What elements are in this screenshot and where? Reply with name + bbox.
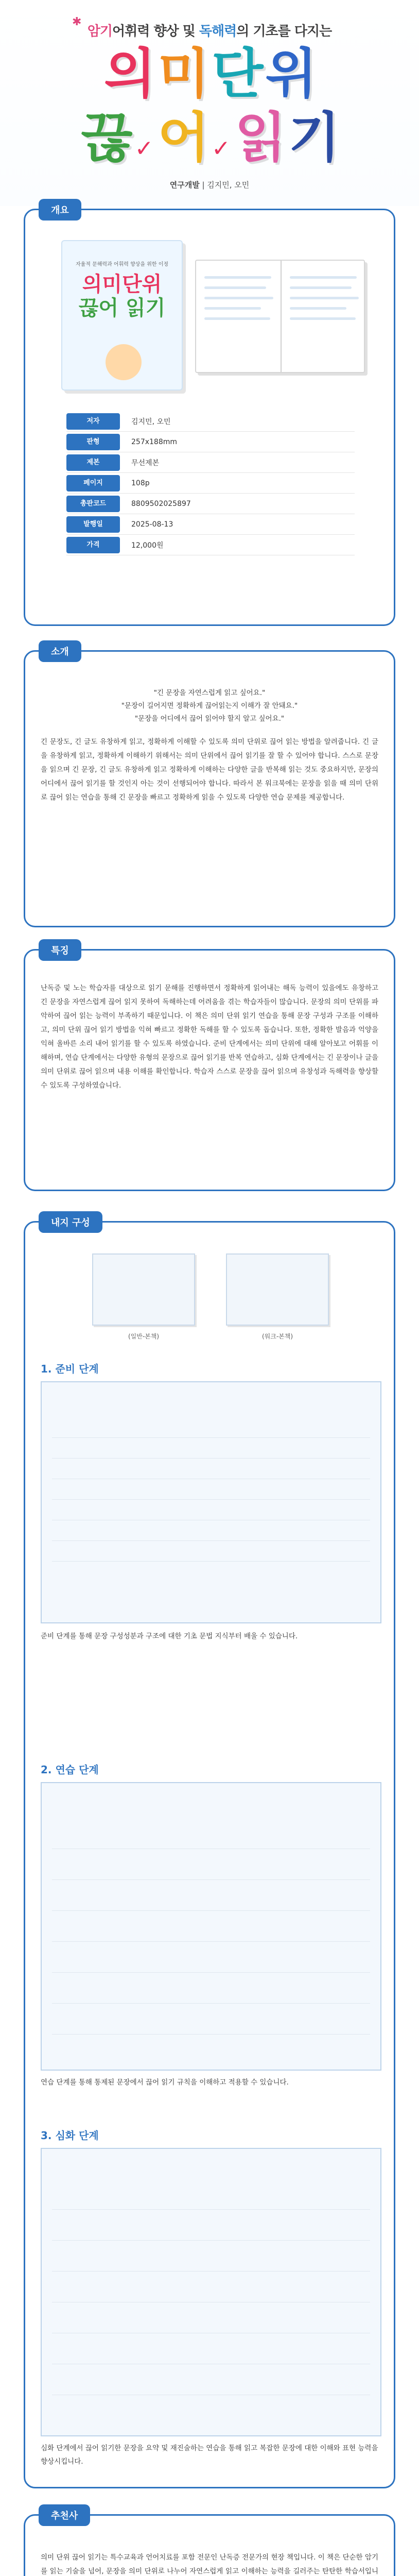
text-line bbox=[204, 297, 273, 299]
page-row bbox=[52, 1552, 370, 1562]
title-char: 어 bbox=[158, 106, 207, 169]
book-cover-image bbox=[61, 240, 183, 391]
stage-1-text: 준비 단계를 통해 문장 구성성분과 구조에 대한 기초 문법 지식부터 배울 수 있습니다. bbox=[41, 1632, 298, 1640]
spec-row bbox=[66, 432, 355, 452]
page-row bbox=[52, 1470, 370, 1479]
spec-label: 페이지 bbox=[66, 475, 120, 492]
child-illustration-icon bbox=[106, 344, 142, 380]
spec-value: 12,000원 bbox=[131, 541, 164, 550]
page-row bbox=[52, 2025, 370, 2035]
title-char: 끊 bbox=[81, 106, 131, 169]
text-line bbox=[204, 317, 270, 320]
page-row bbox=[52, 1840, 370, 1849]
title-char: 미 bbox=[158, 42, 207, 105]
text-line bbox=[290, 297, 359, 299]
title-row-1 bbox=[0, 42, 419, 105]
developer-label: 연구개발 bbox=[169, 180, 200, 190]
title-char: 단 bbox=[212, 42, 261, 105]
cover-title-line-2: 끊어 읽기 bbox=[78, 296, 166, 320]
stage-3-image bbox=[41, 2148, 381, 2436]
stage-1-image bbox=[41, 1381, 381, 1623]
text-line bbox=[204, 286, 266, 289]
inner-layout-section bbox=[24, 1217, 395, 2488]
section-tag: 추천사 bbox=[39, 2504, 90, 2526]
title-char: 기 bbox=[288, 106, 338, 169]
page-row bbox=[52, 2231, 370, 2241]
recommend-section bbox=[24, 2511, 395, 2576]
spec-value: 2025-08-13 bbox=[131, 520, 173, 529]
stage-2-text: 연습 단계를 통해 통제된 문장에서 끊어 읽기 규칙을 이해하고 적용할 수 있습니다. bbox=[41, 2078, 289, 2087]
title-row-2 bbox=[0, 106, 419, 169]
inner-spread-image-1 bbox=[92, 1253, 195, 1326]
page-row bbox=[52, 2386, 370, 2395]
spec-row bbox=[66, 452, 355, 473]
subtitle-part-2: 의 기초를 다지는 bbox=[236, 24, 332, 39]
spec-row bbox=[66, 514, 355, 535]
title-char: 읽 bbox=[234, 106, 285, 169]
section-tag: 소개 bbox=[39, 640, 81, 662]
developer-names: 김지민, 오민 bbox=[207, 180, 250, 190]
stage-2-image bbox=[41, 1782, 381, 2071]
stage-3-text: 심화 단계에서 끊어 읽기한 문장을 요약 및 재진술하는 연습을 통해 읽고 복잡한 문장에 대한 이해와 표현 능력을 향상시킵니다. bbox=[41, 2444, 378, 2466]
spec-label: 발행일 bbox=[66, 516, 120, 533]
spec-label: 제본 bbox=[66, 454, 120, 471]
spec-row bbox=[66, 473, 355, 494]
subtitle-highlight-1: 암기 bbox=[87, 24, 113, 39]
recommend-body-1: 의미 단위 끊어 읽기는 특수교육과 언어치료를 포함 전문인 난독증 전문가의 현장 책입니다. 이 책은 단순한 암기를 읽는 기술을 넘어, 문장을 의미 단위로 나누어 자연스럽게 읽고 이해하는 능력을 길러주는 탄탄한 학습서입니 bbox=[41, 2553, 378, 2575]
section-tag: 내지 구성 bbox=[39, 1211, 102, 1233]
feature-section bbox=[24, 945, 395, 1191]
title-char: 의 bbox=[104, 42, 154, 105]
page-row bbox=[52, 1871, 370, 1880]
spec-label: 판형 bbox=[66, 434, 120, 450]
page-row bbox=[52, 1532, 370, 1541]
subtitle-highlight-2: 독해력 bbox=[199, 24, 237, 39]
intro-section bbox=[24, 647, 395, 927]
spec-value: 257x188mm bbox=[131, 437, 178, 446]
page-row bbox=[52, 1490, 370, 1500]
spine-divider bbox=[281, 261, 282, 372]
intro-body-text: 긴 문장도, 긴 글도 유창하게 읽고, 정확하게 이해할 수 있도록 의미 단위로 끊어 읽는 방법을 알려줍니다. 긴 글을 유창하게 읽고, 정확하게 이해하기 위해서는 의미 단위에서 끊어 읽기를 잘 할 수 있어야 합니다. 스스로 문장을 읽으며 긴 문장, 긴 글도 유창하게 읽고 정확하게 이해하는 다양한 글을 반복해 읽는 것도 중요하지만, 문장의 어디에서 끊어 읽기를 할 것인지 아는 것이 선행되어야 합니다. 따라서 본 워크북에는 문장을 읽을 때 의미 단위로 끊어 읽는 연습을 통해 긴 문장을 빠르고 정확하게 읽을 수 있도록 다양한 연습 문제를 제공합니다. bbox=[41, 738, 378, 802]
header bbox=[0, 0, 419, 206]
quote-block bbox=[41, 687, 378, 725]
page-row bbox=[52, 1449, 370, 1459]
spec-row bbox=[66, 535, 355, 555]
page-row bbox=[52, 2293, 370, 2302]
spec-value: 김지민, 오민 bbox=[131, 417, 171, 426]
page-row bbox=[52, 2355, 370, 2364]
spec-row bbox=[66, 411, 355, 432]
page-row bbox=[52, 1511, 370, 1520]
text-line bbox=[204, 307, 261, 310]
text-line bbox=[290, 286, 352, 289]
stage-1-title: 1. 준비 단계 bbox=[41, 1363, 99, 1375]
spec-value: 무선제본 bbox=[131, 459, 160, 467]
spec-value: 8809502025897 bbox=[131, 499, 191, 508]
cover-title-line-1: 의미단위 bbox=[82, 273, 162, 296]
spec-table bbox=[66, 411, 355, 555]
star-icon: ✱ bbox=[72, 15, 82, 28]
developer-line: 연구개발 | 김지민, 오민 bbox=[169, 180, 250, 190]
section-tag: 개요 bbox=[39, 199, 81, 221]
spec-value: 108p bbox=[131, 479, 150, 487]
page-row bbox=[52, 1902, 370, 1911]
page-row bbox=[52, 1963, 370, 1973]
page-row bbox=[52, 2200, 370, 2210]
quote-line: "문장이 길어지면 정확하게 끊어읽는지 이해가 잘 안돼요." bbox=[121, 702, 298, 710]
page-row bbox=[52, 2324, 370, 2333]
spec-row bbox=[66, 494, 355, 514]
spread-caption: (일반-본책) bbox=[128, 1333, 160, 1340]
feature-body-text: 난독증 및 노는 학습자를 대상으로 읽기 문해를 진행하면서 정확하게 읽어내는 해독 능력이 있을에도 유창하고 긴 문장을 자연스럽게 끊어 읽지 못하여 독해하는데 어려움을 겪는 학습자들이 많습니다. 문장의 의미 단위를 파악하여 끊어 읽는 능력이 부족하기 때문입니다. 이 책은 의미 단위 읽기 연습을 통해 문장 구성과 구조를 이해하고, 의미 단위 끊어 읽기 방법을 익혀 빠르고 정확한 독해를 할 수 있도록 돕습니다. 또한, 정확한 발음과 억양을 익혀 올바른 소리 내어 읽기를 할 수 있도록 하였습니다. 준비 단계에서는 의미 단위에 대해 알아보고 어휘를 이해하며, 연습 단계에서는 다양한 유형의 문장으로 끊어 읽기를 반복 연습하고, 심화 단계에서는 긴 문장이나 글을 의미 단위로 끊어 읽으며 내용 이해를 확인합니다. 학습자 스스로 문장을 끊어 읽으며 유창성과 독해력을 향상할 수 있도록 구성하였습니다. bbox=[41, 984, 378, 1090]
cover-title bbox=[62, 273, 182, 320]
spec-label: 저자 bbox=[66, 413, 120, 430]
check-mark-icon: ✓ bbox=[212, 135, 231, 162]
text-line bbox=[290, 276, 357, 279]
text-line bbox=[290, 307, 346, 310]
spread-caption: (워크-본책) bbox=[261, 1333, 293, 1340]
spec-label: 가격 bbox=[66, 537, 120, 553]
header-subtitle bbox=[0, 21, 419, 40]
quote-line: "문장을 어디에서 끊어 읽어야 할지 알고 싶어요." bbox=[134, 715, 285, 723]
text-line bbox=[204, 276, 271, 279]
title-char: 위 bbox=[265, 42, 315, 105]
section-tag: 특징 bbox=[39, 939, 81, 961]
check-mark-icon: ✓ bbox=[134, 135, 154, 162]
stage-2-title: 2. 연습 단계 bbox=[41, 1764, 99, 1776]
quote-line: "긴 문장을 자연스럽게 읽고 싶어요." bbox=[153, 689, 266, 697]
overview-section bbox=[24, 205, 395, 626]
subtitle-part: 어휘력 향상 및 bbox=[112, 24, 199, 39]
stage-3-title: 3. 심화 단계 bbox=[41, 2129, 99, 2142]
page-row bbox=[52, 1933, 370, 1942]
book-spread-image bbox=[195, 260, 365, 373]
page-row bbox=[52, 1429, 370, 1438]
spec-label: 총판코드 bbox=[66, 496, 120, 512]
page-row bbox=[52, 2262, 370, 2272]
inner-spread-image-2 bbox=[226, 1253, 329, 1326]
text-line bbox=[290, 317, 356, 320]
page-row bbox=[52, 1994, 370, 2004]
cover-small-text: 자율적 문해력과 어휘력 향상을 위한 이정 bbox=[75, 262, 169, 267]
